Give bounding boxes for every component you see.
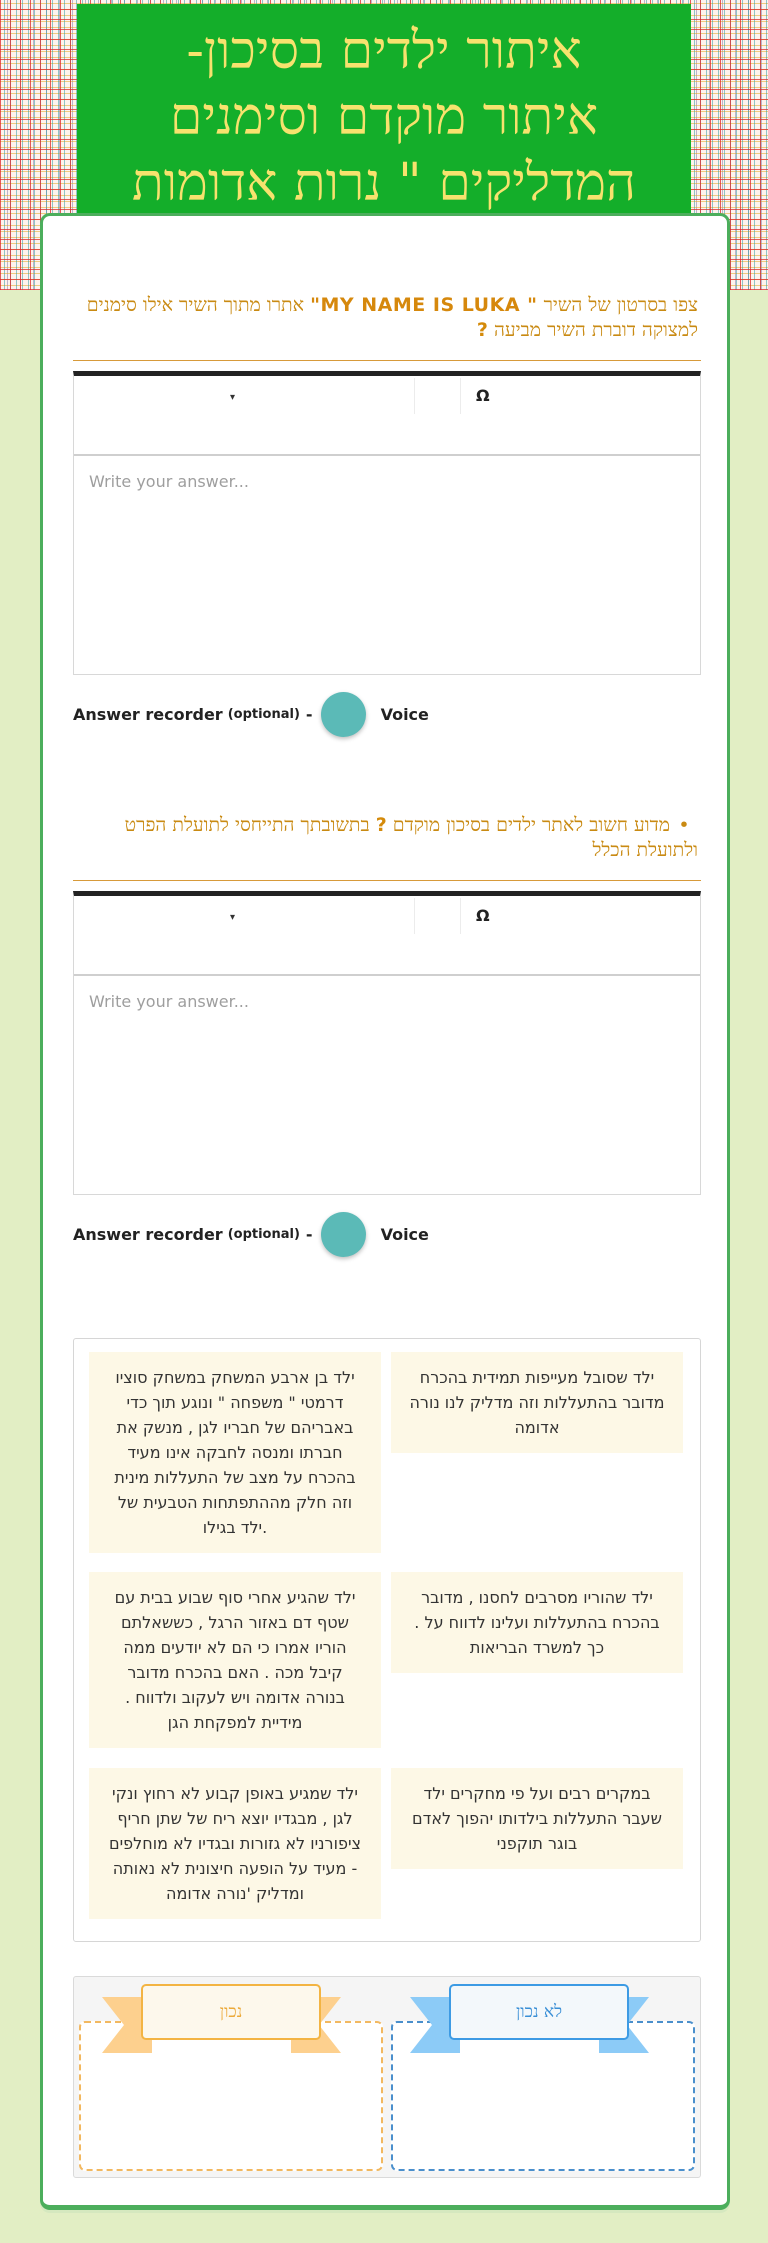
question-2-text-b: בתשובתך התייחסי לתועלת הפרט ולתועלת הכלל	[124, 814, 698, 861]
bin-label-false: לא נכון	[449, 1984, 629, 2040]
special-character-icon[interactable]: Ω	[476, 906, 490, 925]
toolbar-separator	[414, 898, 415, 934]
question-1-prompt	[73, 293, 698, 343]
worksheet-card	[40, 213, 730, 2210]
recorder-label: Answer recorder	[73, 704, 223, 724]
editor-toolbar-2	[74, 896, 700, 976]
title-line-2: איתור מוקדם וסימנים	[169, 87, 599, 147]
bullet-icon: •	[678, 814, 690, 836]
question-mark: ?	[375, 814, 387, 836]
voice-label: Voice	[380, 704, 429, 724]
question-2-prompt	[73, 813, 698, 863]
recorder-dash: -	[305, 1224, 313, 1244]
toolbar-separator	[414, 378, 415, 414]
recorder-optional: (optional)	[227, 1226, 300, 1242]
voice-label: Voice	[380, 1224, 429, 1244]
category-bins	[73, 1976, 701, 2178]
toolbar-separator	[460, 898, 461, 934]
answer-editor-1	[73, 371, 701, 675]
record-button[interactable]	[321, 692, 366, 737]
title-line-3: המדליקים " נרות אדומות	[132, 153, 636, 213]
special-character-icon[interactable]: Ω	[476, 386, 490, 405]
toolbar-separator	[460, 378, 461, 414]
question-mark: ?	[476, 319, 488, 341]
question-1-text-b: אתרו מתוך השיר אילו סימנים למצוקה דוברת השיר מביעה	[86, 294, 698, 341]
draggable-statement[interactable]: ילד שהגיע אחרי סוף שבוע בבית עם שטף דם באזור הרגל , כששאלתם הוריו אמרו כי הם לא יודעים ממה קיבל מכה . האם בהכרח מדובר בנורה אדומה ויש לעקוב ולדווח . מידיית למפקחת הגן	[89, 1572, 381, 1748]
question-2-divider	[73, 880, 701, 881]
draggable-statement[interactable]: במקרים רבים ועל פי מחקרים ילד שעבר התעללות בילדותו יהפוך לאדם בוגר תוקפני	[391, 1768, 683, 1869]
answer-recorder-2	[73, 1210, 429, 1258]
format-dropdown-icon[interactable]: ▾	[230, 392, 236, 403]
editor-toolbar-1	[74, 376, 700, 456]
question-2-text-a: מדוע חשוב לאתר ילדים בסיכון מוקדם	[386, 814, 670, 836]
song-name: " MY NAME IS LUKA"	[310, 294, 538, 316]
format-dropdown-icon[interactable]: ▾	[230, 912, 236, 923]
question-1-divider	[73, 360, 701, 361]
recorder-label: Answer recorder	[73, 1224, 223, 1244]
bin-label-true: נכון	[141, 1984, 321, 2040]
question-1-text-a: צפו בסרטון של השיר	[537, 294, 698, 316]
draggable-statement[interactable]: ילד שהוריו מסרבים לחסנו , מדובר בהכרח בהתעללות ועלינו לדווח על . כך למשרד הבריאות	[391, 1572, 683, 1673]
recorder-dash: -	[305, 704, 313, 724]
draggable-statement[interactable]: ילד שמגיע באופן קבוע לא רחוץ ונקי לגן , מבגדיו יוצא ריח של שתן חריף ציפורניו לא גזורות ובגדיו לא מוחלפים - מעיד על הופעה חיצונית לא נאותה ומדליק 'נורה אדומה	[89, 1768, 381, 1919]
record-button[interactable]	[321, 1212, 366, 1257]
title-banner	[77, 4, 691, 214]
draggable-statement[interactable]: ילד בן ארבע המשחק במשחק סוציו דרמטי " משפחה " ונוגע תוך כדי באבריהם של חבריו לגן , מנשק את חברתו ומנסה לחבקה אינו מעיד בהכרח על מצב של התעללות מינית וזה חלק מההתפתחות הטבעית של .ילד בגילו	[89, 1352, 381, 1553]
answer-input-2[interactable]	[74, 976, 700, 1194]
answer-recorder-1	[73, 690, 429, 738]
title-line-1: איתור ילדים בסיכון-	[186, 21, 582, 81]
answer-input-1[interactable]	[74, 456, 700, 674]
draggable-statement[interactable]: ילד שסובל מעייפות תמידית בהכרח מדובר בהתעללות וזה מדליק לנו נורה אדומה	[391, 1352, 683, 1453]
statement-pool	[73, 1338, 701, 1942]
recorder-optional: (optional)	[227, 706, 300, 722]
answer-editor-2	[73, 891, 701, 1195]
